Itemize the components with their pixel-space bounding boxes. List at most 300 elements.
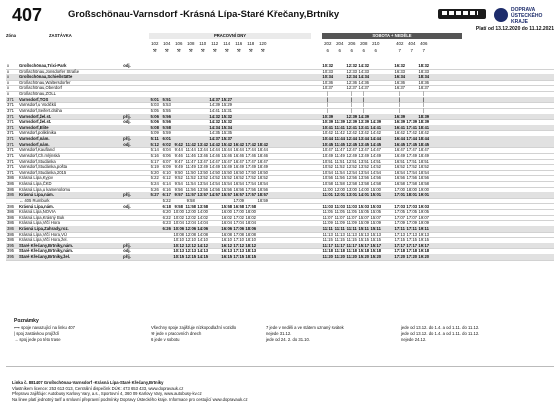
footer-note: Na linee platí jednotný tarif a smluvní přepravní podmínky Dopravy Ústeckého kraje. Informace pro cestující www.dopravauk.cz xyxy=(12,396,248,402)
zone-cell: 386 xyxy=(7,186,14,192)
time-cell: 17:03 xyxy=(394,203,406,209)
time-cell: 14:50 xyxy=(209,169,220,175)
time-cell: 15:11 xyxy=(358,225,369,231)
time-cell: 5:27 xyxy=(150,192,159,198)
time-cell: 18:39 xyxy=(418,119,430,125)
time-cell: 13:01 xyxy=(346,192,358,198)
time-cell: 11:03 xyxy=(334,203,345,209)
time-cell: 17:05 xyxy=(406,209,417,215)
time-cell: 10:13 xyxy=(173,248,185,254)
time-cell: 16:45 xyxy=(394,141,406,147)
time-cell: | xyxy=(363,107,365,113)
time-cell: 12:47 xyxy=(346,147,357,153)
legend-item: ⚒ jede v pracovních dnech xyxy=(151,331,202,336)
zone-cell: 386 xyxy=(7,231,14,237)
time-cell: 15:27 xyxy=(221,96,233,102)
time-cell: 15:49 xyxy=(221,164,232,170)
time-cell: 16:08 xyxy=(221,231,232,237)
time-cell: 9:56 xyxy=(174,186,183,192)
time-cell: 14:54 xyxy=(370,169,381,175)
time-cell: 11:56 xyxy=(185,186,196,192)
time-cell: 17:49 xyxy=(245,164,256,170)
time-cell: 11:17 xyxy=(322,242,333,248)
time-cell: 11:15 xyxy=(346,237,357,243)
time-cell: 10:39 xyxy=(322,113,334,119)
time-cell: 13:49 xyxy=(358,152,369,158)
trip-day-symbol: ⚒ xyxy=(224,48,229,53)
time-cell: 16:10 xyxy=(221,237,232,243)
time-cell: 11:05 xyxy=(334,209,345,215)
time-cell: 14:13 xyxy=(197,248,209,254)
time-cell: 16:00 xyxy=(221,209,232,215)
time-cell: 16:52 xyxy=(394,164,405,170)
time-cell: 17:18 xyxy=(406,248,418,254)
trip-day-symbol: ⚒ xyxy=(152,48,157,53)
time-cell: 10:06 xyxy=(173,225,185,231)
time-cell: 14:44 xyxy=(209,147,220,153)
time-cell: 18:47 xyxy=(418,147,429,153)
time-cell: 6:23 xyxy=(162,220,171,226)
time-cell: 16:49 xyxy=(233,164,244,170)
time-cell: 13:51 xyxy=(358,158,369,164)
time-cell: 18:44 xyxy=(418,136,430,142)
time-cell: 16:12 xyxy=(221,242,233,248)
time-cell: 17:07 xyxy=(394,214,405,220)
time-cell: 11:42 xyxy=(334,130,345,136)
legend-item: ⟷ spoje navazující na linku 407 xyxy=(14,325,75,330)
time-cell: 10:54 xyxy=(322,169,333,175)
trip-day-symbol: ⚒ xyxy=(188,48,193,53)
time-cell: 13:41 xyxy=(358,124,370,130)
time-cell: 14:32 xyxy=(209,119,221,125)
time-cell: 16:37 xyxy=(394,85,405,91)
time-cell: 16:57 xyxy=(233,192,245,198)
time-cell: 15:09 xyxy=(358,220,369,226)
time-cell: 11:18 xyxy=(346,248,357,254)
time-cell: 14:45 xyxy=(370,141,382,147)
time-cell: 13:58 xyxy=(358,181,369,187)
time-cell: 18:08 xyxy=(245,231,256,237)
legend-item: 6 jede v sobotu xyxy=(151,337,180,342)
time-cell: 11:49 xyxy=(185,164,196,170)
time-cell: 12:41 xyxy=(346,124,358,130)
time-cell: 9:54 xyxy=(174,181,183,187)
stop-name: Großschönau,Schießstätte xyxy=(19,74,73,80)
time-cell: 5:22 xyxy=(150,175,159,181)
trip-number-header: 112 xyxy=(211,41,219,46)
time-cell: | xyxy=(351,102,353,108)
arrival-departure-mark: odj. xyxy=(123,119,131,125)
zone-cell: 371 xyxy=(7,107,14,113)
time-cell: 15:07 xyxy=(370,214,381,220)
time-cell: 18:02 xyxy=(245,214,256,220)
time-cell: 15:03 xyxy=(358,203,370,209)
time-cell: 12:37 xyxy=(346,85,357,91)
stop-name: Varnsdorf,Studánka,pošta xyxy=(19,164,68,170)
legend-item: 7 jede v neděli a ve státem uznaný svátek xyxy=(266,325,344,330)
legend-item: Všechny spoje zajišťuje nízkopodlažní vozidlo xyxy=(151,325,237,330)
time-cell: 5:16 xyxy=(150,152,159,158)
time-cell: 6:12 xyxy=(162,175,171,181)
stop-name: Varnsdorf,Seifert.dráha xyxy=(19,107,62,113)
time-cell: 15:07 xyxy=(358,214,369,220)
time-cell: 10:58 xyxy=(322,181,333,187)
time-cell: 13:54 xyxy=(358,169,369,175)
time-cell: 18:49 xyxy=(418,152,429,158)
time-cell: 18:13 xyxy=(245,248,257,254)
time-cell: | xyxy=(399,102,401,108)
trip-number-header: 118 xyxy=(247,41,255,46)
time-cell: 17:09 xyxy=(233,197,244,203)
time-cell: 5:53 xyxy=(162,102,171,108)
trip-number-header: 108 xyxy=(187,41,195,46)
time-cell: 16:47 xyxy=(233,158,244,164)
time-cell: 14:06 xyxy=(197,225,209,231)
stop-name: Staré Křečany,Brtníky,nám. xyxy=(19,242,74,248)
time-cell: 15:42 xyxy=(221,141,233,147)
time-cell: 12:10 xyxy=(185,237,196,243)
time-cell: 9:42 xyxy=(174,141,183,147)
time-cell: 13:42 xyxy=(197,141,209,147)
time-cell: 9:47 xyxy=(174,158,183,164)
zone-cell: x xyxy=(7,91,10,97)
time-cell: 11:20 xyxy=(322,254,333,260)
stop-name: Staré Křečany,Brtníky,nám. xyxy=(19,248,74,254)
time-cell: 16:13 xyxy=(221,248,233,254)
time-cell: 18:57 xyxy=(257,192,269,198)
time-cell: 11:56 xyxy=(334,175,345,181)
footer-divider xyxy=(6,366,554,367)
zone-cell: 371 xyxy=(7,141,14,147)
logo-text: DOPRAVA ÚSTECKÉHO KRAJE xyxy=(511,7,543,25)
zone-cell: 371 xyxy=(7,113,14,119)
stop-name: Staré Křečany,Brtníky,žel. xyxy=(19,254,71,260)
time-cell: 11:39 xyxy=(334,119,345,125)
time-cell: 16:42 xyxy=(233,141,245,147)
validity-note: Platí od 13.12.2020 do 11.12.2021 xyxy=(475,26,554,32)
time-cell: 12:02 xyxy=(185,214,196,220)
time-cell: 14:00 xyxy=(197,209,208,215)
time-cell: 6:09 xyxy=(162,164,171,170)
time-cell: 14:32 xyxy=(209,113,221,119)
time-cell: 16:49 xyxy=(394,152,405,158)
stop-name: Varnsdorf,Studánka xyxy=(19,158,56,164)
time-cell: 16:44 xyxy=(394,136,406,142)
time-cell: 10:04 xyxy=(173,220,184,226)
time-cell: 15:50 xyxy=(221,169,232,175)
legend-item: jede od 13.12. do 1.4. a od 1.11. do 11.12. xyxy=(401,331,480,336)
trip-day-symbol: 7 xyxy=(422,48,425,53)
time-cell: 12:12 xyxy=(185,242,197,248)
trip-number-header: 106 xyxy=(175,41,183,46)
stop-name: Krásná Lípa,Vlčí Hora xyxy=(19,220,60,226)
time-cell: 11:03 xyxy=(322,203,333,209)
trip-number-header: 104 xyxy=(163,41,171,46)
time-cell: 12:04 xyxy=(185,220,196,226)
arrival-departure-mark: příj. xyxy=(123,254,131,260)
time-cell: 16:56 xyxy=(233,186,244,192)
time-cell: 11:11 xyxy=(334,225,345,231)
trip-number-header: 204 xyxy=(336,41,344,46)
time-cell: 5:09 xyxy=(150,130,159,136)
time-cell: 10:39 xyxy=(322,119,334,125)
time-cell: 9:58 xyxy=(186,197,195,203)
time-cell: 12:51 xyxy=(346,158,357,164)
time-cell: 6:10 xyxy=(162,169,171,175)
time-cell: 19:05 xyxy=(418,209,429,215)
time-cell: | xyxy=(423,91,425,97)
time-cell: 10:34 xyxy=(322,74,334,80)
time-cell: 15:47 xyxy=(221,158,232,164)
trip-number-header: 208 xyxy=(360,41,368,46)
time-cell: 5:01 xyxy=(150,96,159,102)
time-cell: 18:56 xyxy=(257,186,268,192)
time-cell xyxy=(257,254,269,260)
time-cell: 15:03 xyxy=(370,203,382,209)
time-cell: 13:56 xyxy=(197,186,208,192)
time-cell: 5:56 xyxy=(162,113,171,119)
zone-cell: 371 xyxy=(7,164,14,170)
time-cell: 14:33 xyxy=(358,68,369,74)
column-header xyxy=(6,33,554,61)
time-cell: 18:33 xyxy=(418,68,429,74)
time-cell: 19:17 xyxy=(418,242,430,248)
trip-day-symbol: 7 xyxy=(410,48,413,53)
zone-cell: 371 xyxy=(7,124,14,130)
time-cell: 15:17 xyxy=(358,242,370,248)
time-cell: 14:52 xyxy=(209,175,220,181)
time-cell: 17:52 xyxy=(406,164,417,170)
time-cell: 15:15 xyxy=(370,237,381,243)
time-cell: 17:10 xyxy=(233,237,244,243)
time-cell: 13:52 xyxy=(358,164,369,170)
trip-day-symbol: 6 xyxy=(350,48,353,53)
trip-number-header: 110 xyxy=(199,41,207,46)
stop-name: Großschönau,Waltersdorfer xyxy=(19,79,71,85)
time-cell: 17:11 xyxy=(406,225,417,231)
time-cell: 15:52 xyxy=(221,175,232,181)
stop-name: Krásná Lípa,Vlčí Hora,žel. xyxy=(19,237,68,243)
time-cell: 5:05 xyxy=(150,107,159,113)
time-cell: 14:10 xyxy=(197,237,208,243)
time-cell: 5:26 xyxy=(150,186,159,192)
trip-day-symbol: 6 xyxy=(338,48,341,53)
time-cell: 12:01 xyxy=(334,192,346,198)
time-cell: 18:45 xyxy=(418,141,430,147)
time-cell: 18:06 xyxy=(245,225,257,231)
time-cell: 17:44 xyxy=(245,147,256,153)
time-cell: 19:03 xyxy=(418,203,430,209)
time-cell: 14:02 xyxy=(197,214,208,220)
time-cell: 6:16 xyxy=(162,186,171,192)
time-cell: 9:50 xyxy=(174,169,183,175)
time-cell: 17:07 xyxy=(406,214,417,220)
time-cell: | xyxy=(399,91,401,97)
footer-title: Linka č. 881407 Großschönau-Varnsdorf -Krásná Lípa-Staré Křečany,Brtníky xyxy=(12,380,164,385)
time-cell: 18:54 xyxy=(257,181,268,187)
time-cell: 6:14 xyxy=(162,181,171,187)
time-cell: 14:58 xyxy=(370,181,381,187)
time-cell: 14:37 xyxy=(209,96,221,102)
time-cell: 14:35 xyxy=(209,130,220,136)
time-cell: 18:54 xyxy=(418,169,429,175)
stop-name: Varnsdorf,Studánka,2015 xyxy=(19,169,67,175)
zone-cell: 371 xyxy=(7,102,14,108)
time-cell: 13:50 xyxy=(197,169,208,175)
time-cell: 6:01 xyxy=(162,136,171,142)
time-cell: 12:56 xyxy=(346,175,357,181)
time-cell: 11:09 xyxy=(334,220,345,226)
stop-name: Krásná Lípa,nám. xyxy=(19,203,54,209)
time-cell: 15:32 xyxy=(221,119,233,125)
time-cell: 5:14 xyxy=(150,147,159,153)
time-cell: 11:50 xyxy=(185,169,196,175)
time-cell: 11:54 xyxy=(334,169,345,175)
time-cell: 6:06 xyxy=(162,152,171,158)
time-cell: 16:15 xyxy=(221,254,233,260)
time-cell: 14:34 xyxy=(358,74,370,80)
zone-cell: x xyxy=(7,68,10,74)
time-cell: 5:12 xyxy=(150,141,159,147)
time-cell: 11:20 xyxy=(346,254,357,260)
zone-cell: 386 xyxy=(7,203,14,209)
time-cell: 12:39 xyxy=(346,113,358,119)
time-cell: 10:47 xyxy=(322,147,333,153)
table-row xyxy=(6,254,554,261)
time-cell: 12:00 xyxy=(185,209,196,215)
time-cell: 17:46 xyxy=(245,152,256,158)
time-cell: 17:01 xyxy=(394,192,406,198)
time-cell: 10:00 xyxy=(173,209,184,215)
time-cell: | xyxy=(363,91,365,97)
time-cell: 14:08 xyxy=(197,231,208,237)
time-cell: 19:13 xyxy=(418,231,429,237)
zone-cell: 371 xyxy=(7,152,14,158)
stop-name: Krásná Lípa,Krásný Buk xyxy=(19,214,65,220)
time-cell: 10:42 xyxy=(322,130,333,136)
time-cell: | xyxy=(351,107,353,113)
time-cell: 16:39 xyxy=(394,113,406,119)
time-cell: 12:36 xyxy=(346,79,357,85)
legend-item: → spoj jede po této trase xyxy=(14,337,61,342)
time-cell: 16:56 xyxy=(394,175,405,181)
time-cell: 11:41 xyxy=(334,124,345,130)
time-cell: 15:15 xyxy=(358,237,369,243)
time-cell: 13:57 xyxy=(197,192,209,198)
time-cell: 17:02 xyxy=(233,214,244,220)
arrival-departure-mark: příj. xyxy=(123,242,131,248)
time-cell: 18:58 xyxy=(418,181,429,187)
time-cell: 9:58 xyxy=(174,203,183,209)
time-cell: | xyxy=(351,96,353,102)
time-cell: 5:55 xyxy=(162,107,171,113)
zone-cell: 395 xyxy=(7,248,14,254)
time-cell: 13:47 xyxy=(197,158,208,164)
trip-day-symbol: ⚒ xyxy=(176,48,181,53)
legend xyxy=(6,318,554,358)
line-number: 407 xyxy=(12,5,43,25)
logo xyxy=(494,5,554,25)
stop-name: Varnsdorf,nám. xyxy=(19,136,50,142)
time-cell: 13:45 xyxy=(358,141,370,147)
time-cell: 13:56 xyxy=(358,175,369,181)
time-cell: 5:22 xyxy=(162,197,171,203)
time-cell: 14:00 xyxy=(358,186,369,192)
time-cell: 15:35 xyxy=(221,130,232,136)
time-cell: 10:41 xyxy=(322,124,334,130)
time-cell: 14:41 xyxy=(370,124,382,130)
time-cell: 11:13 xyxy=(334,231,345,237)
time-cell: 6:07 xyxy=(162,158,171,164)
time-cell: 10:49 xyxy=(322,152,333,158)
time-cell: 13:52 xyxy=(197,175,208,181)
time-cell: 5:06 xyxy=(150,119,159,125)
trip-number-header: 210 xyxy=(372,41,380,46)
trip-number-header: 402 xyxy=(396,41,404,46)
zone-cell: 395 xyxy=(7,242,14,248)
time-cell: 18:41 xyxy=(418,124,430,130)
time-cell: 17:18 xyxy=(394,248,406,254)
time-cell: 10:02 xyxy=(173,214,184,220)
time-cell: 11:51 xyxy=(334,158,345,164)
zone-header: Zóna xyxy=(6,33,17,38)
time-cell: 17:15 xyxy=(394,237,405,243)
time-cell: 14:01 xyxy=(358,192,370,198)
time-cell: 11:13 xyxy=(346,231,357,237)
time-cell: 16:58 xyxy=(394,181,405,187)
arrival-departure-mark: příj. xyxy=(123,192,131,198)
time-cell: 9:57 xyxy=(174,192,183,198)
time-cell: 11:47 xyxy=(185,158,196,164)
time-cell: 11:05 xyxy=(322,209,333,215)
time-cell: 17:13 xyxy=(394,231,405,237)
stop-header: ZASTÁVKA xyxy=(49,33,72,38)
time-cell: 15:54 xyxy=(221,181,232,187)
time-cell: 13:49 xyxy=(197,164,208,170)
time-cell: 17:09 xyxy=(406,220,417,226)
zone-cell: 371 xyxy=(7,130,14,136)
legend-item: | spoj zastávkou projíždí xyxy=(14,331,59,336)
time-cell: 11:09 xyxy=(322,220,333,226)
stop-name: Großschönau,Oberdorf xyxy=(19,85,63,91)
time-cell: 11:58 xyxy=(334,181,345,187)
zone-cell: 386 xyxy=(7,237,14,243)
time-cell: 15:01 xyxy=(370,192,382,198)
time-cell: 12:49 xyxy=(346,152,357,158)
time-cell: 14:47 xyxy=(209,158,220,164)
time-cell: 10:44 xyxy=(322,136,334,142)
time-cell: 5:20 xyxy=(150,169,159,175)
time-cell: 5:24 xyxy=(150,181,159,187)
zone-cell: 386 xyxy=(7,209,14,215)
time-cell: 18:36 xyxy=(418,79,429,85)
time-cell: 17:13 xyxy=(406,231,417,237)
time-cell: 11:11 xyxy=(346,225,357,231)
time-cell: 14:39 xyxy=(358,113,370,119)
trip-number-header: 120 xyxy=(259,41,267,46)
time-cell: 5:17 xyxy=(150,158,159,164)
stop-name: Varnsdorf,TOS xyxy=(19,96,49,102)
time-cell: 15:58 xyxy=(221,203,233,209)
time-cell: 11:17 xyxy=(346,242,357,248)
time-cell: 16:33 xyxy=(394,68,405,74)
time-cell: 15:32 xyxy=(221,113,233,119)
time-cell: 15:29 xyxy=(221,102,232,108)
time-cell: 17:42 xyxy=(245,141,257,147)
time-cell: 16:44 xyxy=(233,147,244,153)
time-cell: 11:57 xyxy=(185,192,196,198)
weekday-group-header: PRACOVNÍ DNY xyxy=(149,33,311,39)
